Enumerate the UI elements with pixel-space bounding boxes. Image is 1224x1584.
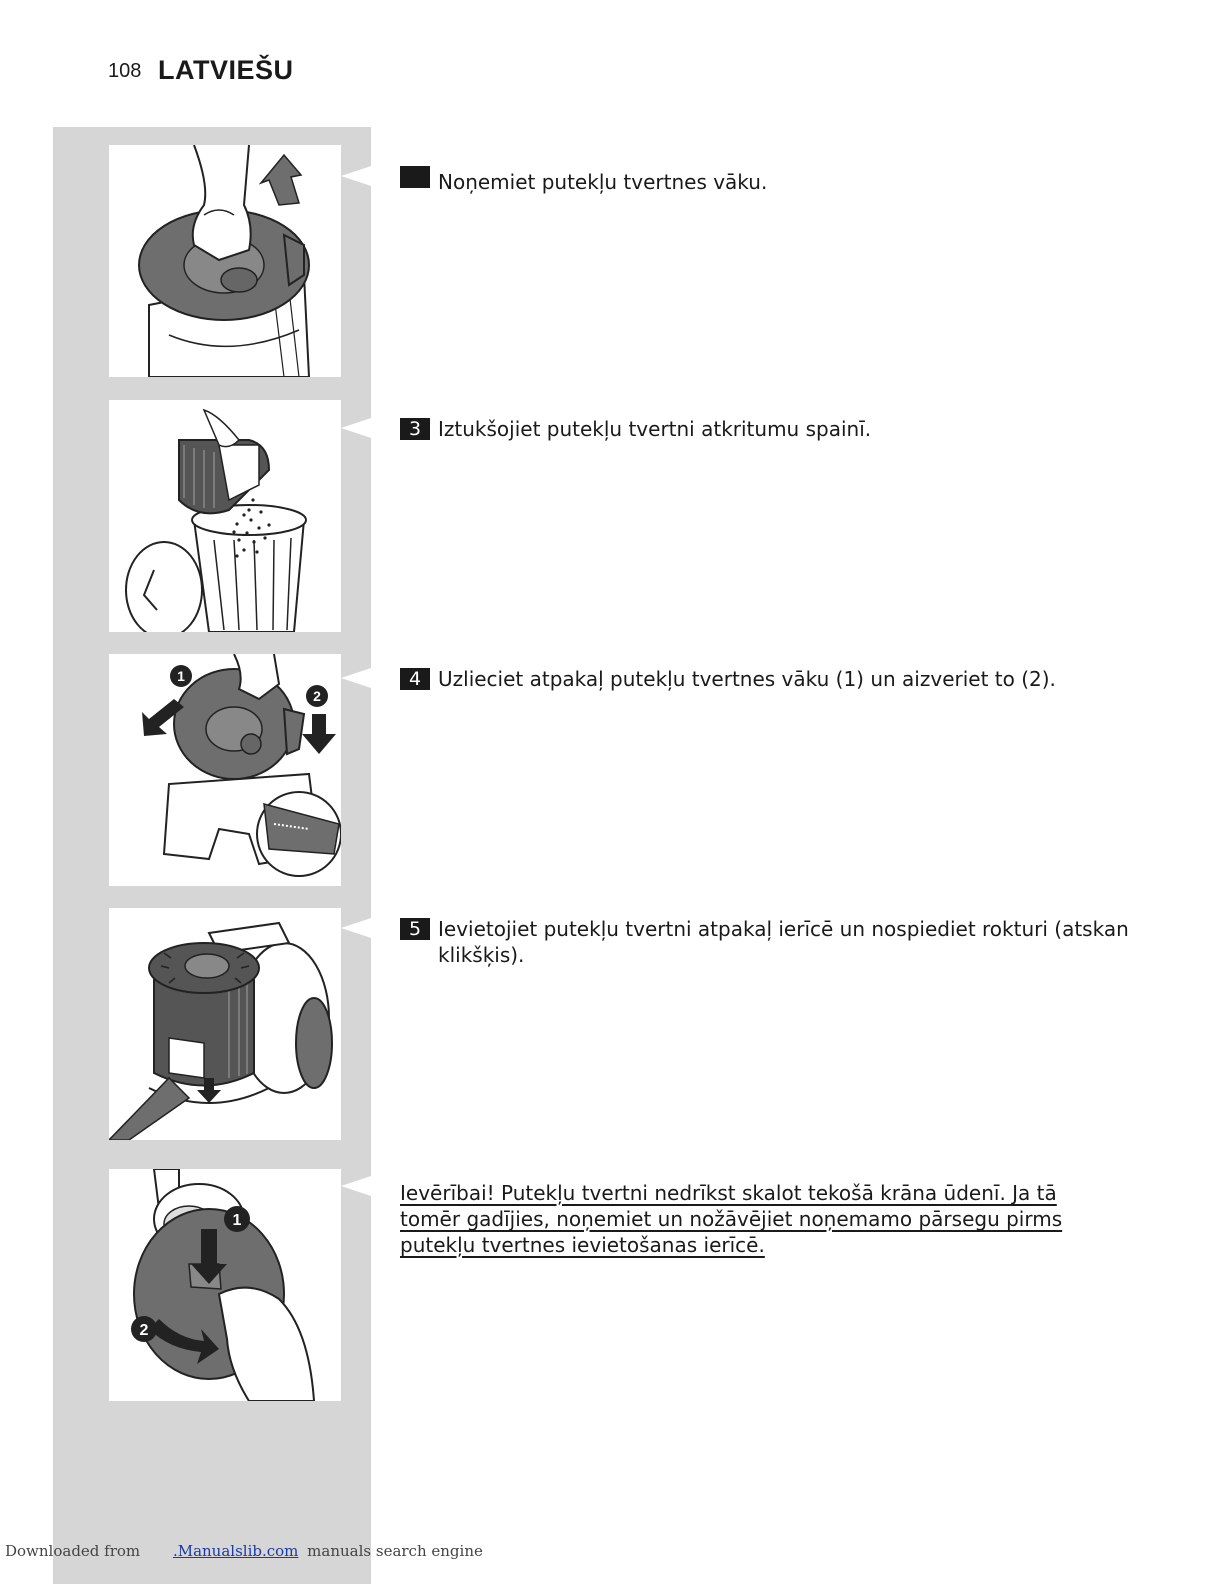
footer-prefix: Downloaded from — [5, 1542, 141, 1560]
step-text: Noņemiet putekļu tvertnes vāku. — [438, 170, 768, 194]
illustration-empty-bin — [109, 400, 341, 632]
callout-number: 1 — [177, 668, 185, 684]
step-text: Iztukšojiet putekļu tvertni atkritumu spainī. — [438, 417, 872, 441]
callout-notch — [341, 166, 371, 186]
manualslib-link[interactable]: .Manualslib.com — [172, 1542, 299, 1560]
step-number — [400, 166, 430, 188]
callout-notch — [341, 1176, 371, 1196]
warning-note: Ievērībai! Putekļu tvertni nedrīkst skalot tekošā krāna ūdenī. Ja tā tomēr gadījies, noņemiet un nožāvējiet noņemamo pārsegu pirms putekļu tvertnes ievietošanas ierīcē. — [400, 1181, 1063, 1257]
callout-number: 2 — [313, 688, 321, 704]
footer — [5, 1542, 483, 1560]
step-text: Ievietojiet putekļu tvertni atpakaļ ierīcē un nospiediet rokturi (atskan klikšķis). — [438, 917, 1129, 967]
footer-suffix: manuals search engine — [307, 1542, 483, 1560]
illustration-remove-cover — [109, 1169, 341, 1401]
step-number: 3 — [400, 418, 430, 440]
callout-number: 1 — [232, 1212, 242, 1229]
page-number: 108 — [108, 60, 142, 82]
step-number: 4 — [400, 668, 430, 690]
callout-number: 2 — [139, 1322, 149, 1339]
illustration-replace-lid — [109, 654, 341, 886]
illustration-remove-lid — [109, 145, 341, 377]
step-number: 5 — [400, 918, 430, 940]
step-5 — [400, 916, 1158, 968]
callout-notch — [341, 418, 371, 438]
step-1 — [400, 166, 1120, 195]
step-text: Uzlieciet atpakaļ putekļu tvertnes vāku (1) un aizveriet to (2). — [438, 667, 1056, 691]
callout-notch — [341, 918, 371, 938]
step-3 — [400, 416, 1120, 442]
illustration-insert-container — [109, 908, 341, 1140]
step-4 — [400, 666, 1120, 692]
language-title: LATVIEŠU — [158, 55, 294, 85]
callout-notch — [341, 668, 371, 688]
